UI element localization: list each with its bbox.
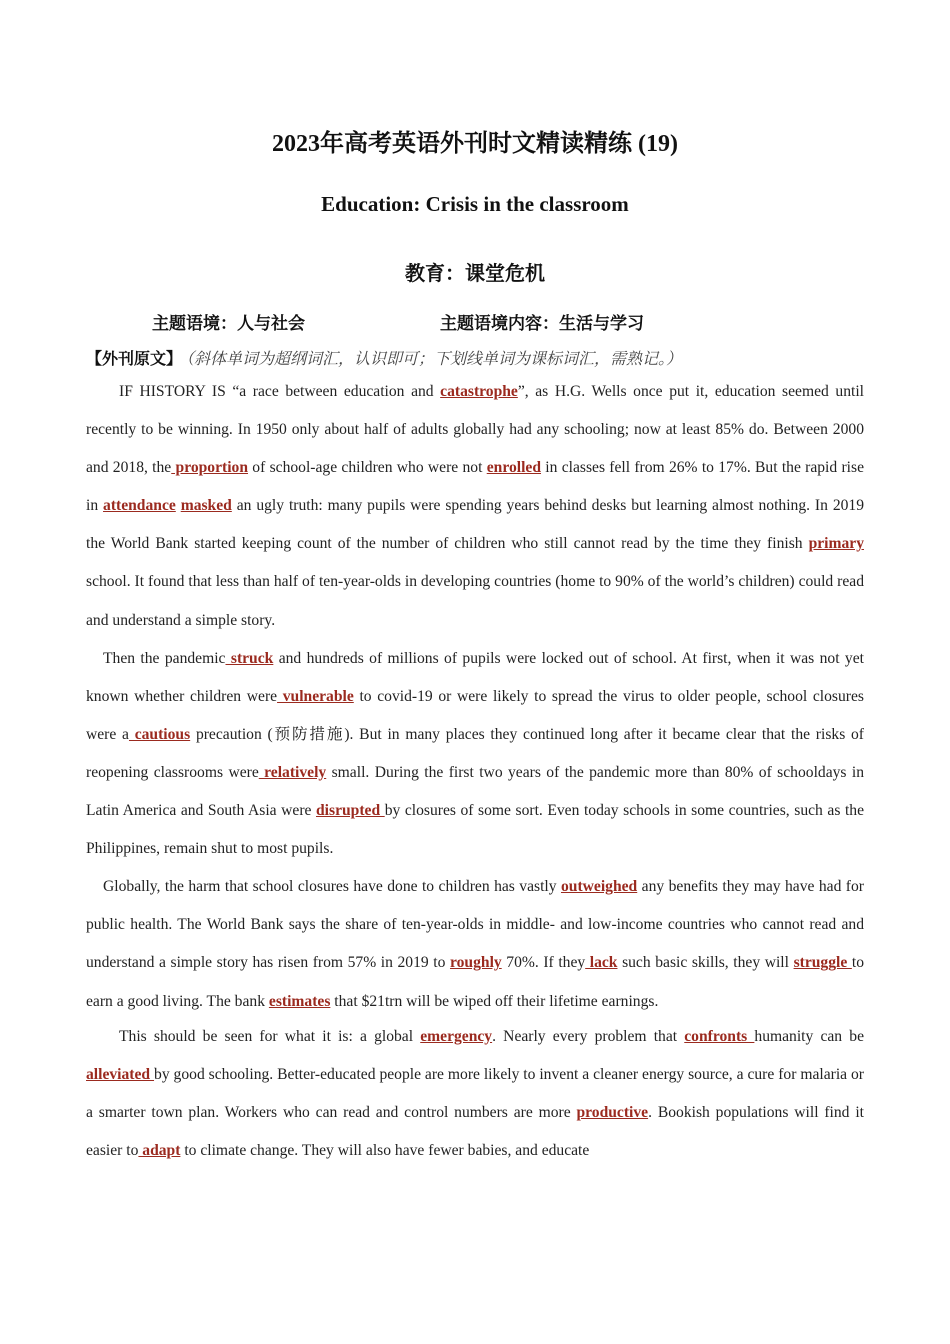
text-run: to climate change. They will also have fewer babies, and educate [180, 1141, 590, 1159]
text-run: by good schooling. Better-educated people are more likely to invent a cleaner energy source, a cure for malaria or a smarter town plan. Workers who can read and control numbers are more [86, 1065, 864, 1121]
text-run: school. It found that less than half of ten-year-olds in developing countries (home to 90% of the world’s children) could read and understand a simple story. [86, 573, 864, 629]
source-note: （斜体单词为超纲词汇，认识即可；下划线单词为课标词汇，需熟记。） [186, 351, 683, 368]
source-label: 【外刊原文】 [86, 351, 183, 368]
vocab-word: roughly [449, 954, 502, 972]
vocab-word: cautious [128, 725, 191, 743]
text-run: and hundreds of millions of pupils were locked out of school. At first, when it was not yet known whether children were [86, 649, 864, 705]
text-run: an ugly truth: many pupils were spending years behind desks but learning almost nothing. In 2019 the World Bank started keeping count of the number of children who still cannot read by the time they finish [86, 497, 865, 553]
vocab-word: productive [576, 1103, 649, 1121]
paragraph-3 [86, 868, 864, 1020]
article-body [86, 373, 864, 1170]
text-run: . Bookish populations will find it easier to [86, 1103, 864, 1159]
vocab-word: relatively [258, 763, 327, 781]
theme-content: 主题语境内容：生活与学习 [440, 314, 644, 333]
vocab-word: enrolled [486, 459, 542, 477]
vocab-word: confronts [684, 1027, 755, 1045]
vocab-word: outweighed [560, 878, 638, 896]
paragraph-2 [86, 640, 864, 869]
theme-context: 主题语境：人与社会 [152, 314, 305, 333]
vocab-word: vulnerable [277, 687, 354, 705]
vocab-word: proportion [171, 459, 249, 477]
text-run: to covid-19 or were likely to spread the virus to older people, school closures were a [86, 687, 864, 743]
text-run: that $21trn will be wiped off their lifetime earnings. [330, 992, 659, 1010]
text-run: This should be seen for what it is: a global [119, 1027, 421, 1045]
vocab-word: attendance [103, 497, 176, 515]
paragraph-1 [86, 373, 864, 640]
vocab-word: lack [585, 954, 618, 972]
text-run: such basic skills, they will [617, 954, 794, 972]
text-run: Then the pandemic [103, 649, 226, 667]
vocab-word: emergency [420, 1027, 493, 1045]
text-run: 70%. If they [501, 954, 586, 972]
page-title: 2023年高考英语外刊时文精读精练 (19) [272, 131, 678, 157]
text-run: Globally, the harm that school closures have done to children has vastly [103, 878, 561, 896]
vocab-word: disrupted [316, 802, 385, 820]
text-run: humanity can be [754, 1027, 864, 1045]
vocab-word: adapt [138, 1141, 181, 1159]
article-title: Education: Crisis in the classroom [321, 192, 629, 216]
vocab-word: catastrophe [440, 383, 518, 400]
text-run: of school-age children who were not [248, 459, 487, 477]
vocab-word: alleviated [86, 1065, 155, 1083]
paragraph-4 [86, 1018, 864, 1170]
vocab-word: masked [180, 497, 232, 515]
vocab-word: estimates [268, 992, 331, 1010]
text-run: by closures of some sort. Even today schools in some countries, such as the Philippines, remain shut to most pupils. [86, 802, 864, 858]
text-run: precaution (预防措施). But in many places they continued long after it became clear that the risks of reopening classrooms were [86, 725, 864, 781]
source-header [86, 346, 876, 369]
text-run: any benefits they may have had for public health. The World Bank says the share of ten-year-olds in middle- and low-income countries who cannot read and understand a simple story has risen from 57% in 2019 to [86, 878, 864, 972]
text-run: to earn a good living. The bank [86, 954, 864, 1010]
text-run: . Nearly every problem that [492, 1027, 685, 1045]
text-run: ”, as H.G. Wells once put it, education seemed until recently to be winning. In 1950 only about half of adults globally had any schooling; now at least 85% do. Between 2000 and 2018, the [86, 383, 864, 477]
vocab-word: primary [808, 535, 864, 553]
vocab-word: struck [225, 649, 274, 667]
text-run: IF HISTORY IS “a race between education and [119, 383, 441, 400]
article-title-chinese: 教育：课堂危机 [405, 263, 545, 285]
vocab-word: struggle [793, 954, 852, 972]
text-run: in classes fell from 26% to 17%. But the rapid rise in [86, 459, 864, 515]
text-run: small. During the first two years of the pandemic more than 80% of schooldays in Latin America and South Asia were [86, 763, 865, 820]
